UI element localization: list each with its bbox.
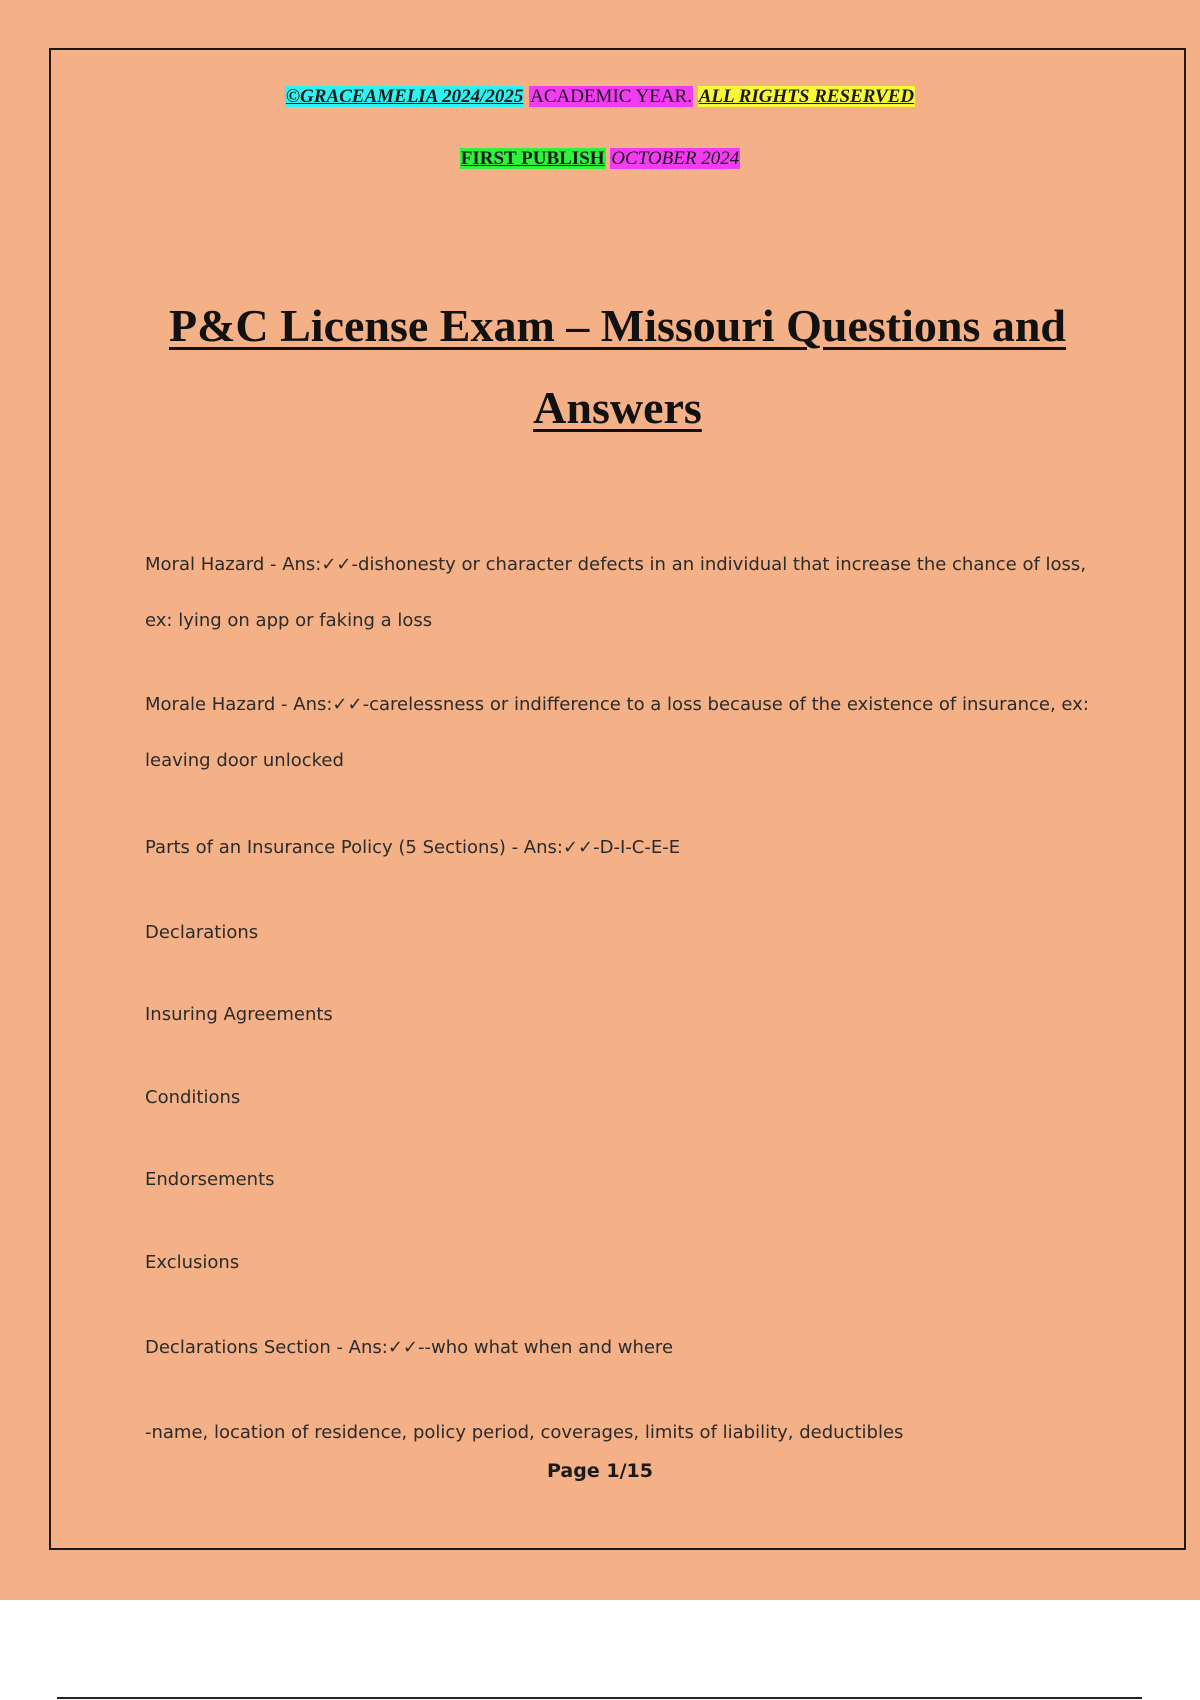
entry-declarations-details: -name, location of residence, policy period, coverages, limits of liability, deductibles (145, 1422, 904, 1443)
publish-date-text: OCTOBER 2024 (611, 148, 740, 169)
entry-insuring-agreements: Insuring Agreements (145, 1004, 333, 1025)
copyright-text: ©GRACEAMELIA 2024/2025 (285, 86, 524, 107)
entry-endorsements: Endorsements (145, 1169, 275, 1190)
entry-morale-hazard: Morale Hazard - Ans:✓✓-carelessness or indifference to a loss because of the existence of insurance, ex: leaving door unlocked (145, 694, 1089, 771)
entry-policy-parts: Parts of an Insurance Policy (5 Sections) - Ans:✓✓-D-I-C-E-E (145, 837, 681, 858)
rights-reserved-text: ALL RIGHTS RESERVED (698, 86, 915, 107)
entry-declarations: Declarations (145, 922, 259, 943)
first-publish-text: FIRST PUBLISH (460, 148, 605, 169)
header-publish-line (0, 147, 1200, 171)
bottom-divider (57, 1697, 1142, 1699)
page-number: Page 1/15 (547, 1460, 653, 1482)
document-title: P&C License Exam – Missouri Questions and Answers (168, 300, 1067, 433)
entry-exclusions: Exclusions (145, 1252, 240, 1273)
academic-year-text: ACADEMIC YEAR. (530, 86, 692, 107)
header-copyright-line (0, 85, 1200, 109)
entry-moral-hazard: Moral Hazard - Ans:✓✓-dishonesty or character defects in an individual that increase the chance of loss, ex: lying on app or faking a loss (145, 554, 1087, 631)
entry-declarations-section: Declarations Section - Ans:✓✓--who what when and where (145, 1337, 674, 1358)
entry-conditions: Conditions (145, 1087, 241, 1108)
